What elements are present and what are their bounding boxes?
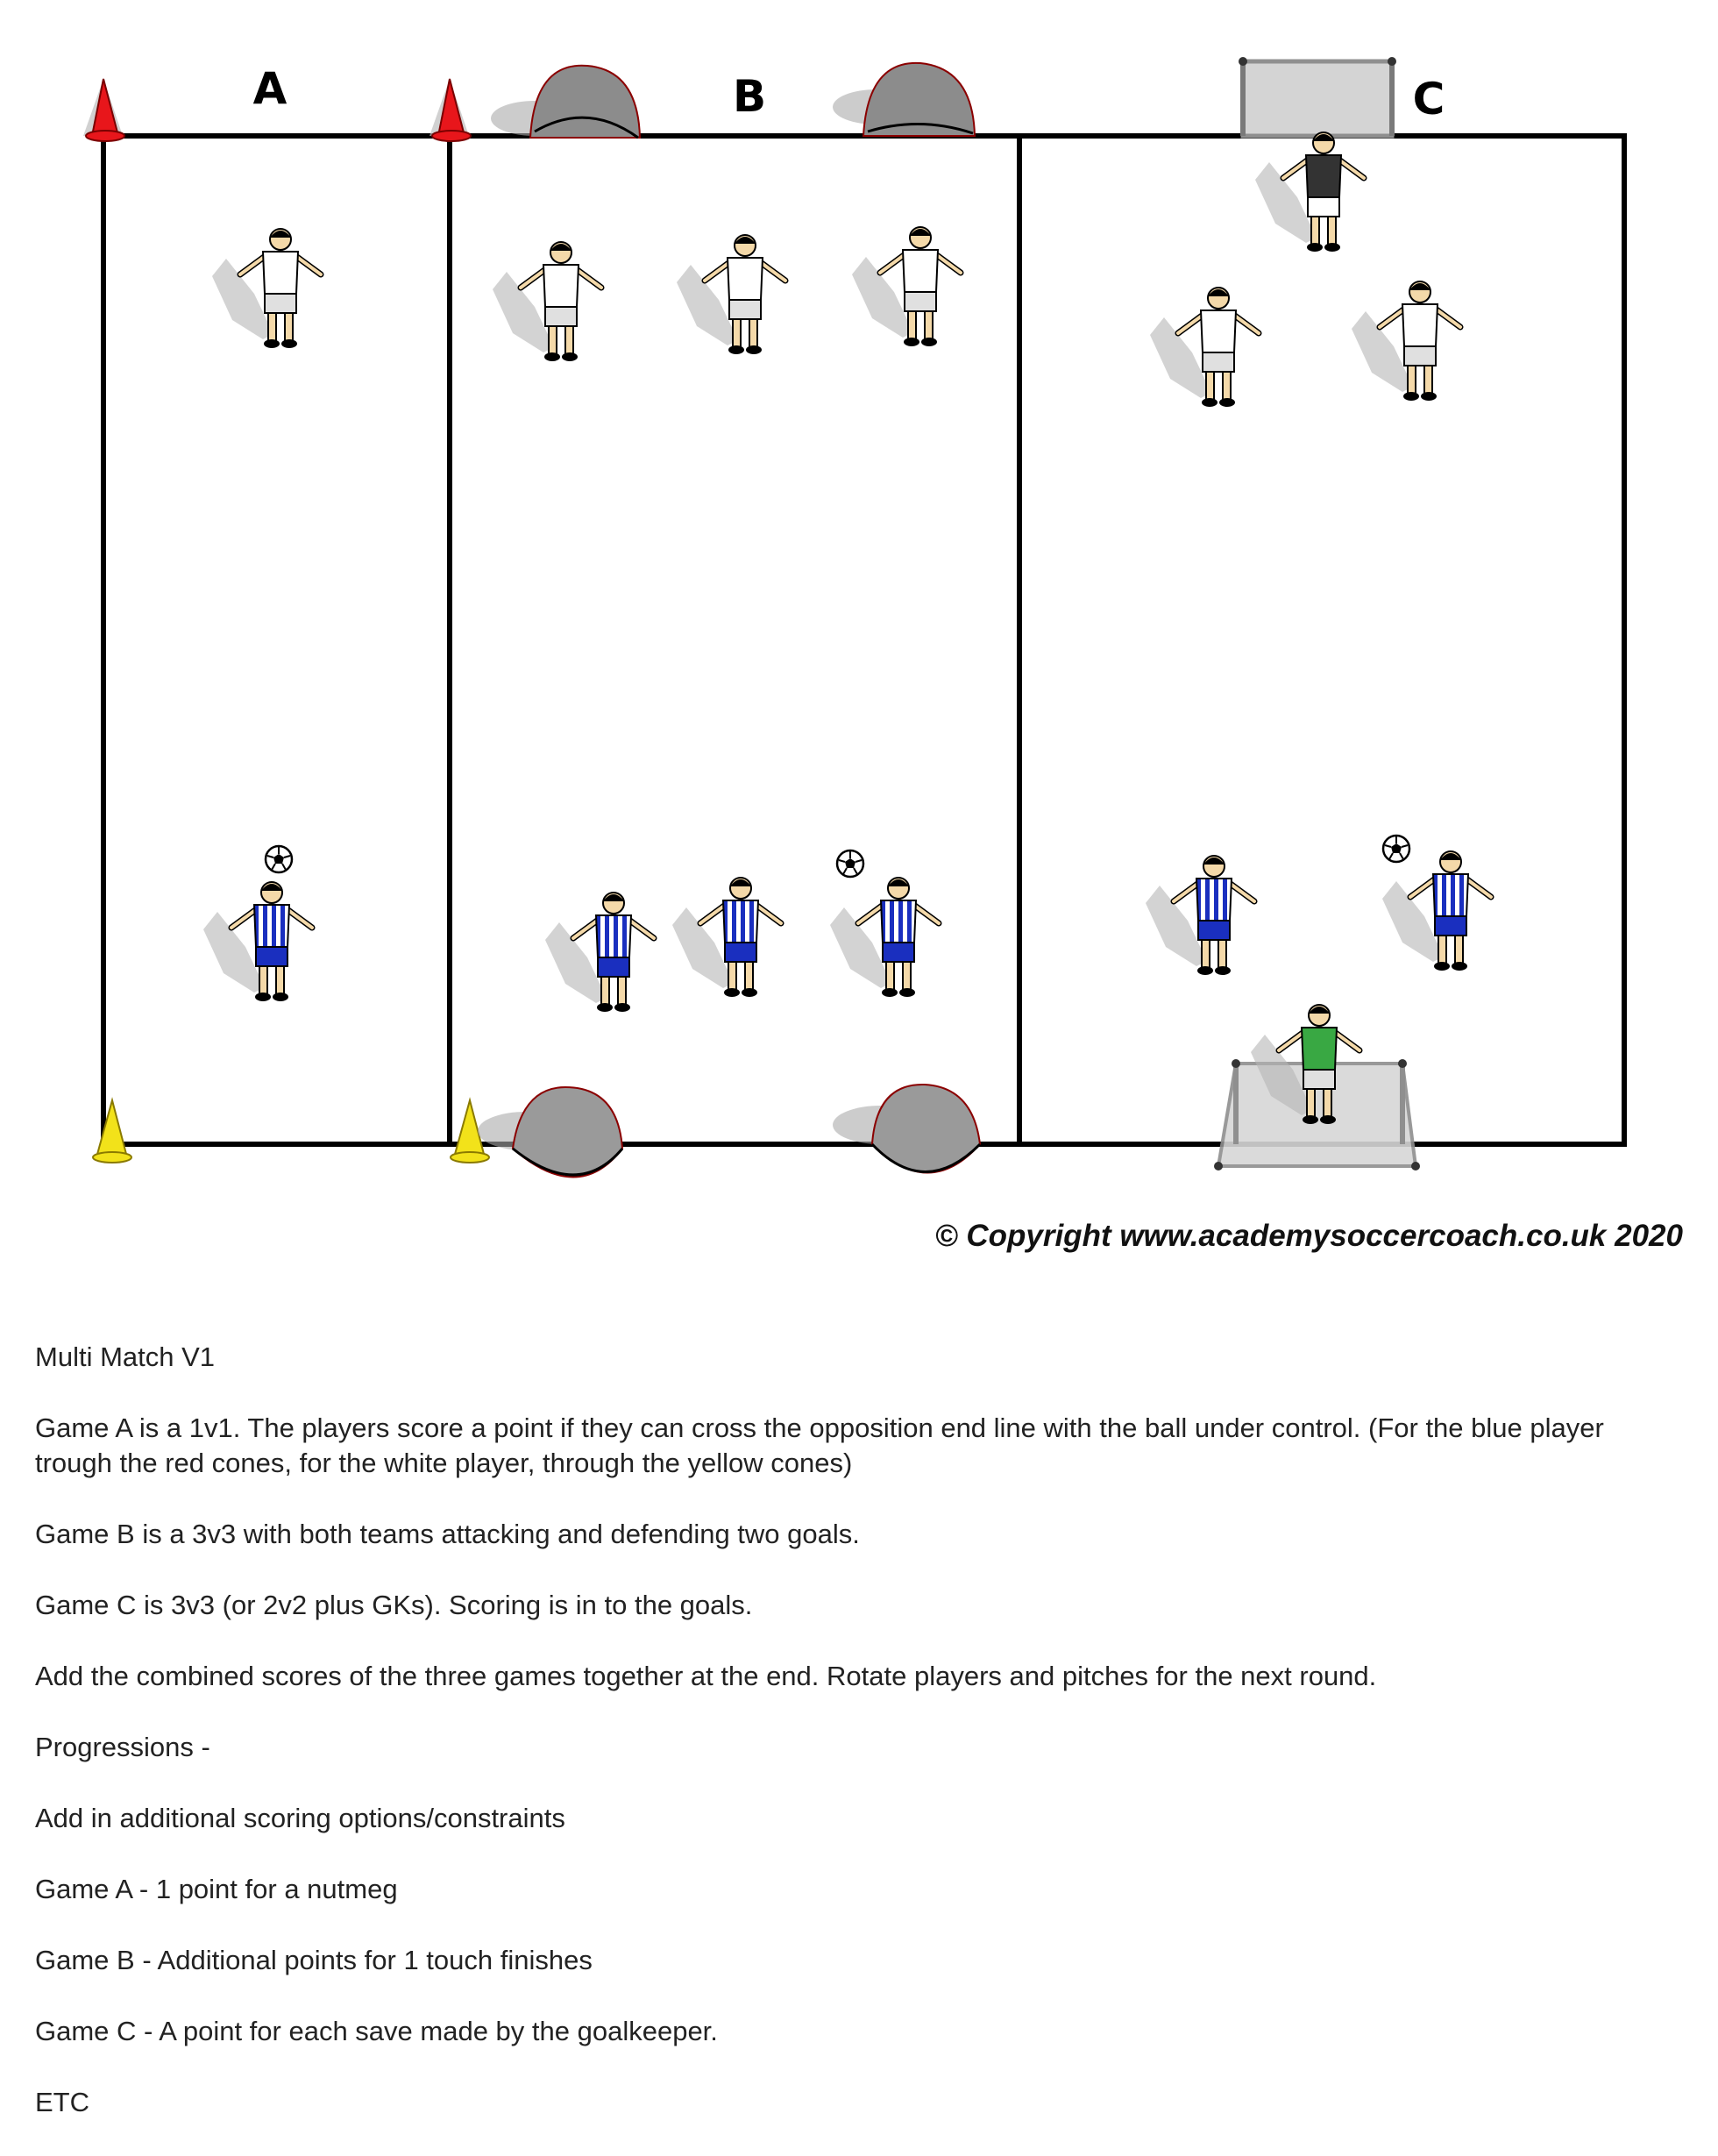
notes-combined: Add the combined scores of the three games together at the end. Rotate players and pitches for the next round. [35, 1661, 1377, 1691]
player-white-icon [1352, 281, 1460, 401]
player-white-icon [852, 227, 961, 346]
player-white-icon [212, 229, 321, 348]
player-blue-icon [1382, 851, 1491, 971]
players-layer [203, 132, 1491, 1124]
goal-top-icon [1239, 57, 1396, 136]
ball-icon [837, 850, 863, 877]
cone-yellow-icon [93, 1100, 131, 1163]
cone-red-icon [430, 79, 471, 141]
drill-notes [35, 1340, 1683, 2156]
popup-goal-icon [491, 66, 640, 138]
player-blue-icon [203, 882, 312, 1001]
ball-icon [1383, 836, 1409, 862]
goalkeeper-black-icon [1255, 132, 1364, 252]
notes-progression-b: Game B - Additional points for 1 touch finishes [35, 1945, 593, 1975]
notes-progression-c: Game C - A point for each save made by the goalkeeper. [35, 2016, 718, 2046]
zone-label-b: B [732, 71, 767, 122]
zone-label-c: C [1412, 74, 1445, 125]
player-white-icon [677, 235, 785, 354]
player-white-icon [1150, 288, 1259, 407]
notes-game-b: Game B is a 3v3 with both teams attacking and defending two goals. [35, 1519, 860, 1549]
player-blue-icon [672, 878, 781, 997]
player-blue-icon [830, 878, 939, 997]
player-white-icon [493, 242, 601, 361]
zone-label-a: A [252, 63, 288, 114]
copyright-text: © Copyright www.academysoccercoach.co.uk 2020 [934, 1219, 1683, 1253]
cone-red-icon [83, 79, 124, 141]
notes-progressions-title: Progressions - [35, 1732, 210, 1762]
notes-game-c: Game C is 3v3 (or 2v2 plus GKs). Scoring is in to the goals. [35, 1590, 753, 1620]
player-blue-icon [545, 893, 654, 1012]
notes-progression-a: Game A - 1 point for a nutmeg [35, 1874, 398, 1904]
notes-game-a: Game A is a 1v1. The players score a point if they can cross the opposition end line with the ball under control. (For the blue player trough the red cones, for the white player, through the yellow cones) [35, 1412, 1604, 1478]
popup-goal-icon [833, 1085, 980, 1173]
balls-layer [266, 836, 1409, 877]
notes-progressions-intro: Add in additional scoring options/constraints [35, 1803, 565, 1833]
zone-c-pitch [1019, 136, 1624, 1144]
notes-title: Multi Match V1 [35, 1341, 216, 1372]
popup-goal-icon [478, 1087, 622, 1178]
popup-goal-icon [833, 63, 975, 136]
notes-etc: ETC [35, 2087, 89, 2117]
player-blue-icon [1146, 856, 1254, 975]
ball-icon [266, 846, 292, 872]
